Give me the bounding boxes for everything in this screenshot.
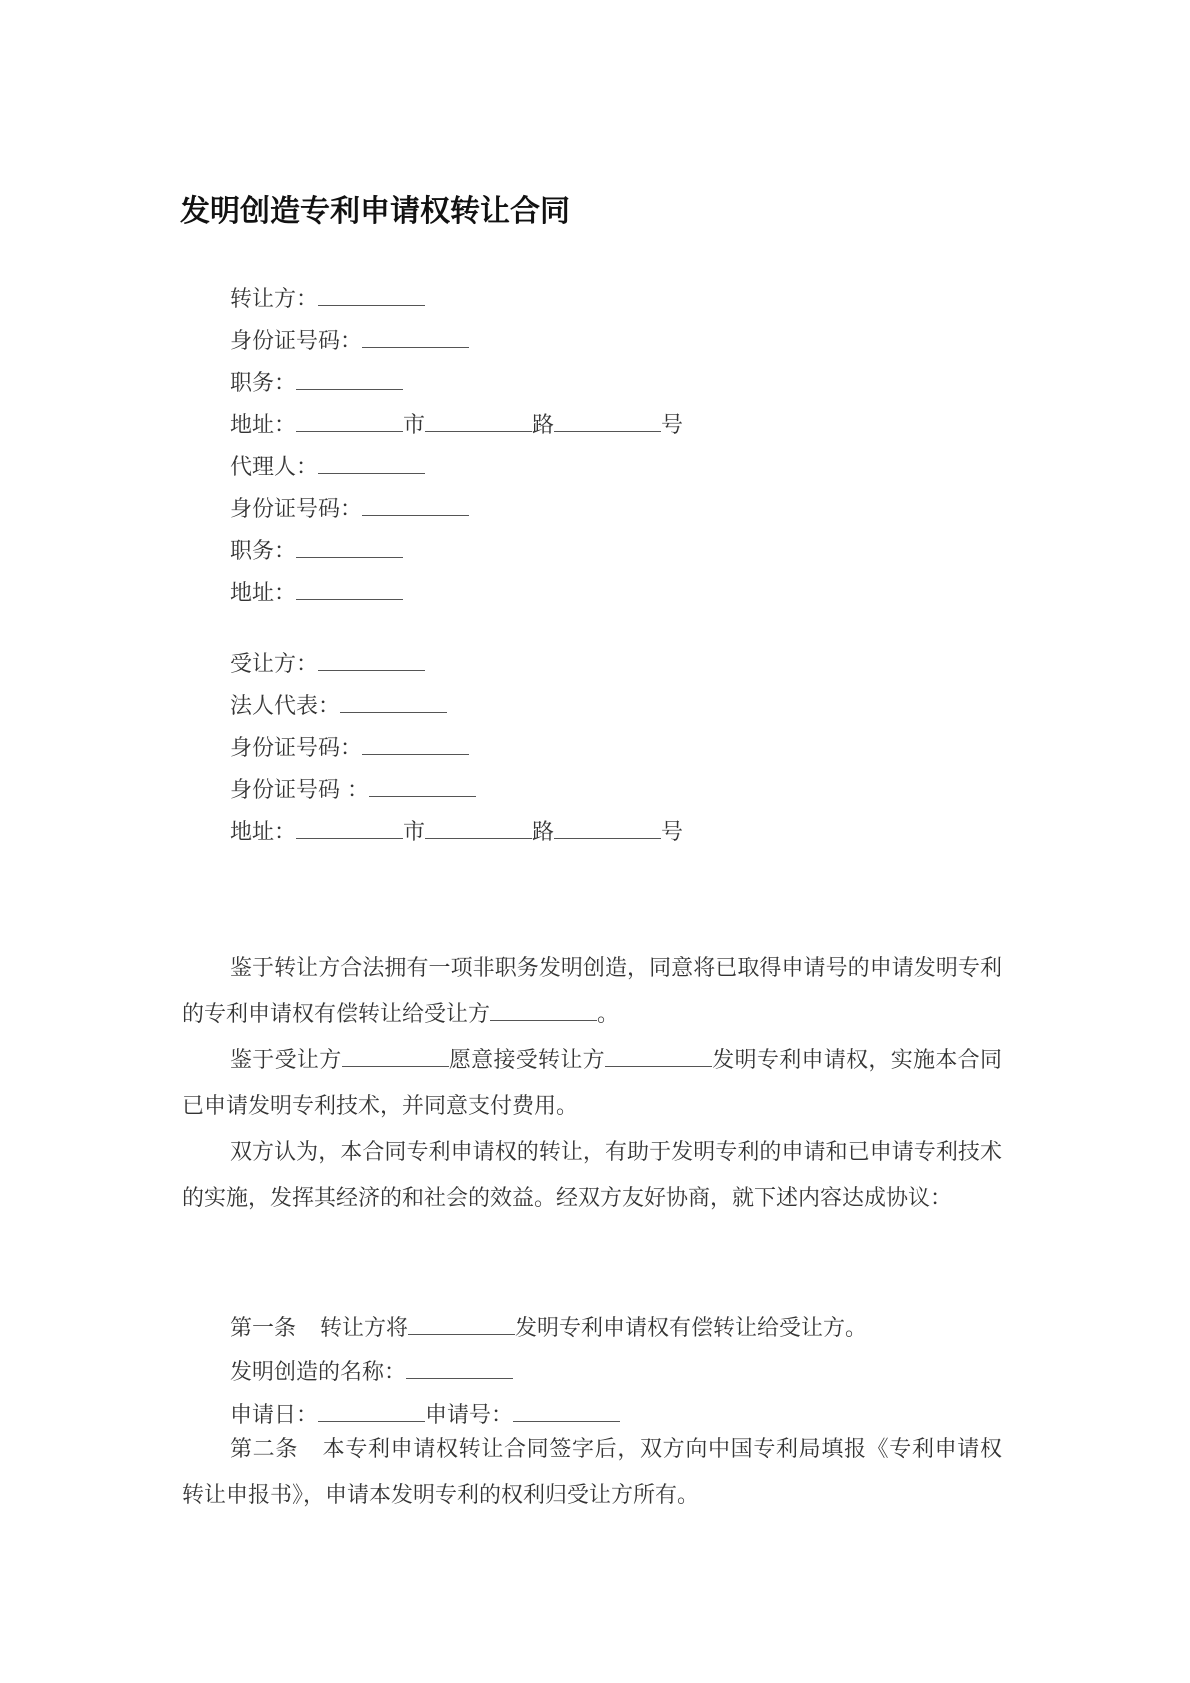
- transferor-id-field: [230, 325, 469, 357]
- article-2-label: 第二条: [230, 1437, 298, 1462]
- transferee-id-blank-2[interactable]: [369, 774, 476, 797]
- preamble-1-end: 。: [597, 1002, 620, 1027]
- invention-name-field: [230, 1356, 513, 1388]
- agent-id-field: [230, 493, 469, 525]
- transferor-road-blank[interactable]: [425, 409, 532, 432]
- agent-blank[interactable]: [318, 451, 425, 474]
- legal-rep-field: [230, 690, 447, 722]
- article-1-label: 第一条: [230, 1316, 297, 1341]
- transferor-city-blank[interactable]: [296, 409, 403, 432]
- transferor-address-label: 地址：: [230, 413, 297, 438]
- agent-position-label: 职务：: [230, 539, 297, 564]
- preamble-2-blank-2[interactable]: [605, 1044, 712, 1067]
- transferee-city-blank[interactable]: [296, 816, 403, 839]
- invention-name-label: 发明创造的名称：: [230, 1360, 407, 1385]
- transferee-id-label: 身份证号码：: [230, 736, 363, 761]
- document-title: 发明创造专利申请权转让合同: [180, 194, 570, 229]
- agent-address-blank[interactable]: [296, 577, 403, 600]
- preamble-paragraph-1: [182, 946, 1002, 1038]
- agent-address-label: 地址：: [230, 581, 297, 606]
- agent-address-field: [230, 577, 403, 609]
- transferee-id-blank[interactable]: [362, 732, 469, 755]
- filing-date-blank[interactable]: [318, 1399, 425, 1422]
- transferor-label: 转让方：: [230, 287, 319, 312]
- article-1-blank[interactable]: [408, 1312, 515, 1335]
- preamble-2-start: 鉴于受让方: [230, 1048, 342, 1073]
- article-1-start: 转让方将: [320, 1316, 409, 1341]
- agent-field: [230, 451, 425, 483]
- city-label: 市: [403, 820, 426, 845]
- preamble-2-end: 发明专利申请权，实施本合同已申请发明专利技术，并同意支付费用。: [182, 1048, 1002, 1119]
- article-2: [182, 1427, 1002, 1519]
- agent-position-blank[interactable]: [296, 535, 403, 558]
- transferee-address-field: [230, 816, 683, 848]
- transferee-id-label-2: 身份证号码 ：: [230, 778, 369, 803]
- application-no-label: 申请号：: [425, 1403, 514, 1428]
- transferor-address-field: [230, 409, 683, 441]
- preamble-1-blank[interactable]: [490, 998, 597, 1021]
- agent-id-blank[interactable]: [362, 493, 469, 516]
- transferor-position-field: [230, 367, 403, 399]
- agent-label: 代理人：: [230, 455, 319, 480]
- invention-name-blank[interactable]: [406, 1356, 513, 1379]
- transferee-address-label: 地址：: [230, 820, 297, 845]
- legal-rep-blank[interactable]: [340, 690, 447, 713]
- transferee-id-field-2: [230, 774, 476, 806]
- preamble-1-text: 鉴于转让方合法拥有一项非职务发明创造，同意将已取得申请号的申请发明专利的专利申请权有偿转让给受让方: [182, 956, 1002, 1027]
- transferee-label: 受让方：: [230, 652, 319, 677]
- transferor-id-blank[interactable]: [362, 325, 469, 348]
- transferor-field: [230, 283, 425, 315]
- preamble-paragraph-2: [182, 1038, 1002, 1130]
- preamble-2-blank-1[interactable]: [342, 1044, 449, 1067]
- road-label: 路: [532, 820, 555, 845]
- preamble-2-mid: 愿意接受转让方: [448, 1048, 605, 1073]
- transferee-field: [230, 648, 425, 680]
- transferor-position-blank[interactable]: [296, 367, 403, 390]
- transferee-id-field: [230, 732, 469, 764]
- transferee-number-blank[interactable]: [554, 816, 661, 839]
- filing-date-label: 申请日：: [230, 1403, 319, 1428]
- preamble-3-text: 双方认为，本合同专利申请权的转让，有助于发明专利的申请和已申请专利技术的实施，发挥其经济的和社会的效益。经双方友好协商，就下述内容达成协议：: [182, 1140, 1002, 1211]
- article-2-text: 本专利申请权转让合同签字后，双方向中国专利局填报《专利申请权转让申报书》，申请本发明专利的权利归受让方所有。: [182, 1437, 1002, 1508]
- transferor-id-label: 身份证号码：: [230, 329, 363, 354]
- city-label: 市: [403, 413, 426, 438]
- preamble-paragraph-3: [182, 1130, 1002, 1222]
- agent-position-field: [230, 535, 403, 567]
- transferor-number-blank[interactable]: [554, 409, 661, 432]
- number-label: 号: [661, 820, 684, 845]
- transferor-blank[interactable]: [318, 283, 425, 306]
- transferee-blank[interactable]: [318, 648, 425, 671]
- article-1: [230, 1312, 867, 1344]
- legal-rep-label: 法人代表：: [230, 694, 341, 719]
- agent-id-label: 身份证号码：: [230, 497, 363, 522]
- transferee-road-blank[interactable]: [425, 816, 532, 839]
- road-label: 路: [532, 413, 555, 438]
- article-1-end: 发明专利申请权有偿转让给受让方。: [515, 1316, 868, 1341]
- number-label: 号: [661, 413, 684, 438]
- application-no-blank[interactable]: [513, 1399, 620, 1422]
- transferor-position-label: 职务：: [230, 371, 297, 396]
